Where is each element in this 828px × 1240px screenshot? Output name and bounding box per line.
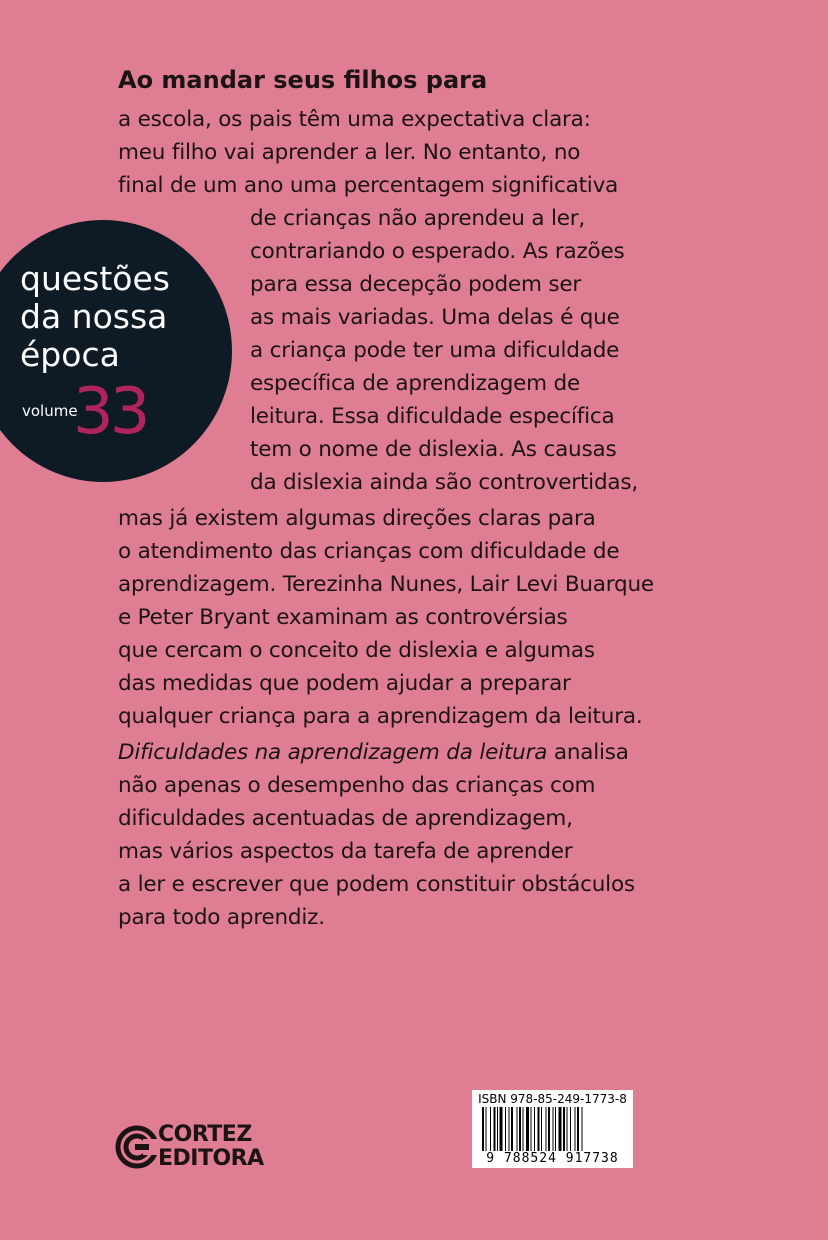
volume-label: volume [22,402,78,420]
barcode-bar [511,1107,513,1151]
barcode-bar [548,1107,550,1151]
barcode-bar [582,1107,583,1151]
blurb-line: de crianças não aprendeu a ler, [250,206,586,231]
barcode-bar [553,1107,554,1151]
blurb-line: da dislexia ainda são controvertidas, [250,470,639,495]
barcode-bar [505,1107,506,1151]
isbn-digits: 9 788524 917738 [486,1151,619,1166]
barcode-bar [534,1107,535,1151]
blurb-line: e Peter Bryant examinam as controvérsias [118,605,568,630]
book-title: Dificuldades na aprendizagem da leitura [118,740,548,765]
cortez-logo-icon [115,1122,159,1172]
blurb-line: mas já existem algumas direções claras para [118,506,596,531]
barcode-bar [538,1107,540,1151]
barcode-bar [575,1107,576,1151]
volume-number: 33 [73,375,147,449]
barcode-bar [494,1107,496,1151]
barcode-bar [482,1107,484,1151]
barcode-bar [559,1107,562,1151]
series-title-line-3: época [20,335,120,374]
blurb-line: para essa decepção podem ser [250,272,581,297]
barcode-bar [526,1107,529,1151]
blurb-line: específica de aprendizagem de [250,371,581,396]
barcode-bar [555,1107,556,1151]
barcode-bar [500,1107,503,1151]
barcode-bars [472,1107,633,1151]
blurb-title-line [118,736,629,769]
blurb-line: mas vários aspectos da tarefa de aprender [118,839,573,864]
barcode-bar [523,1107,524,1151]
barcode-bar [563,1107,565,1151]
barcode-bar [531,1107,532,1151]
blurb-line: a escola, os pais têm uma expectativa clara: [118,107,591,132]
blurb-line: das medidas que podem ajudar a preparar [118,671,571,696]
series-title-line-2: da nossa [20,297,168,336]
publisher-name-line-2: EDITORA [158,1146,264,1171]
isbn-label: ISBN 978-85-249-1773-8 [478,1092,627,1106]
blurb-line: meu filho vai aprender a ler. No entanto, no [118,140,581,165]
barcode-bar [509,1107,510,1151]
blurb-line: a criança pode ter uma dificuldade [250,338,620,363]
blurb-title-line-rest: analisa [547,740,629,765]
blurb-line: o atendimento das crianças com dificuldade de [118,539,620,564]
barcode-bar [567,1107,568,1151]
blurb-line: não apenas o desempenho das crianças com [118,773,596,798]
blurb-line: aprendizagem. Terezinha Nunes, Lair Levi Buarque [118,572,654,597]
barcode-bar [546,1107,547,1151]
series-title-line-1: questões [20,259,170,298]
barcode-bar [570,1107,571,1151]
blurb-line: qualquer criança para a aprendizagem da leitura. [118,704,643,729]
blurb-line: que cercam o conceito de dislexia e algumas [118,638,595,663]
blurb-lead: Ao mandar seus filhos para [118,66,488,94]
blurb-line: contrariando o esperado. As razões [250,239,625,264]
barcode-bar [490,1107,491,1151]
blurb-line: leitura. Essa dificuldade específica [250,404,615,429]
barcode-bar [517,1107,518,1151]
barcode-bar [577,1107,579,1151]
blurb-line: as mais variadas. Uma delas é que [250,305,620,330]
blurb-line: final de um ano uma percentagem significativa [118,173,619,198]
barcode-bar [519,1107,521,1151]
blurb-line: dificuldades acentuadas de aprendizagem, [118,806,573,831]
publisher-name-line-1: CORTEZ [158,1122,252,1147]
barcode-bar [497,1107,498,1151]
barcode-bar [541,1107,542,1151]
blurb-line: para todo aprendiz. [118,905,325,930]
isbn-barcode [472,1090,633,1168]
blurb-line: a ler e escrever que podem constituir obstáculos [118,872,635,897]
barcode-bar [486,1107,487,1151]
blurb-line: tem o nome de dislexia. As causas [250,437,617,462]
